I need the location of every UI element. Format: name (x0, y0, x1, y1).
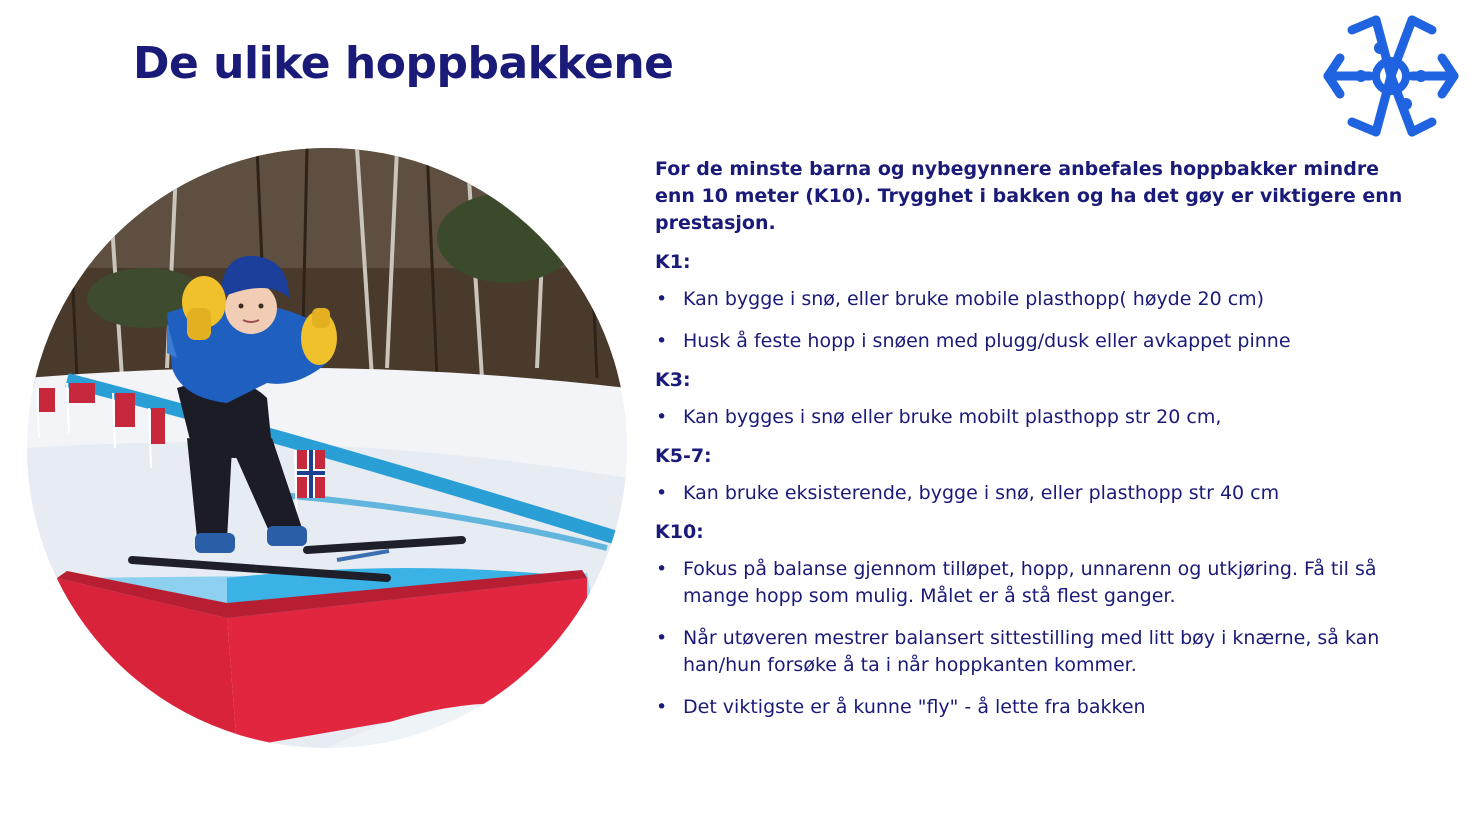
list-item: • Kan bruke eksisterende, bygge i snø, eller plasthopp str 40 cm (655, 480, 1435, 507)
bullet-list-k3 (655, 404, 1435, 431)
list-item: • Kan bygge i snø, eller bruke mobile plasthopp( høyde 20 cm) (655, 286, 1435, 313)
list-item: • Husk å feste hopp i snøen med plugg/dusk eller avkappet pinne (655, 328, 1435, 355)
child-ski-jump-photo (27, 148, 627, 748)
section-heading-k3: K3: (655, 369, 691, 391)
list-item: • Det viktigste er å kunne "fly" - å lette fra bakken (655, 694, 1435, 721)
bullet-list-k10 (655, 556, 1435, 721)
list-item: • Fokus på balanse gjennom tilløpet, hopp, unnarenn og utkjøring. Få til så mange hopp som mulig. Målet er å stå flest ganger. (655, 556, 1435, 610)
list-item: • Kan bygges i snø eller bruke mobilt plasthopp str 20 cm, (655, 404, 1435, 431)
intro-text: For de minste barna og nybegynnere anbefales hoppbakker mindre enn 10 meter (K10). Trygghet i bakken og ha det gøy er viktigere enn prestasjon. (655, 158, 1403, 234)
photo-illustration (27, 148, 627, 748)
content-area (655, 156, 1435, 733)
bullet-list-k1 (655, 286, 1435, 355)
snowflake-logo-icon (1318, 8, 1464, 144)
list-item: • Når utøveren mestrer balansert sittestilling med litt bøy i knærne, så kan han/hun forsøke å ta i når hoppkanten kommer. (655, 625, 1435, 679)
section-heading-k5-7: K5-7: (655, 445, 712, 467)
section-heading-k1: K1: (655, 251, 691, 273)
snowflake-logo-graphic (1318, 8, 1464, 144)
section-heading-k10: K10: (655, 521, 704, 543)
slide-title: De ulike hoppbakkene (133, 38, 674, 89)
bullet-list-k5-7 (655, 480, 1435, 507)
